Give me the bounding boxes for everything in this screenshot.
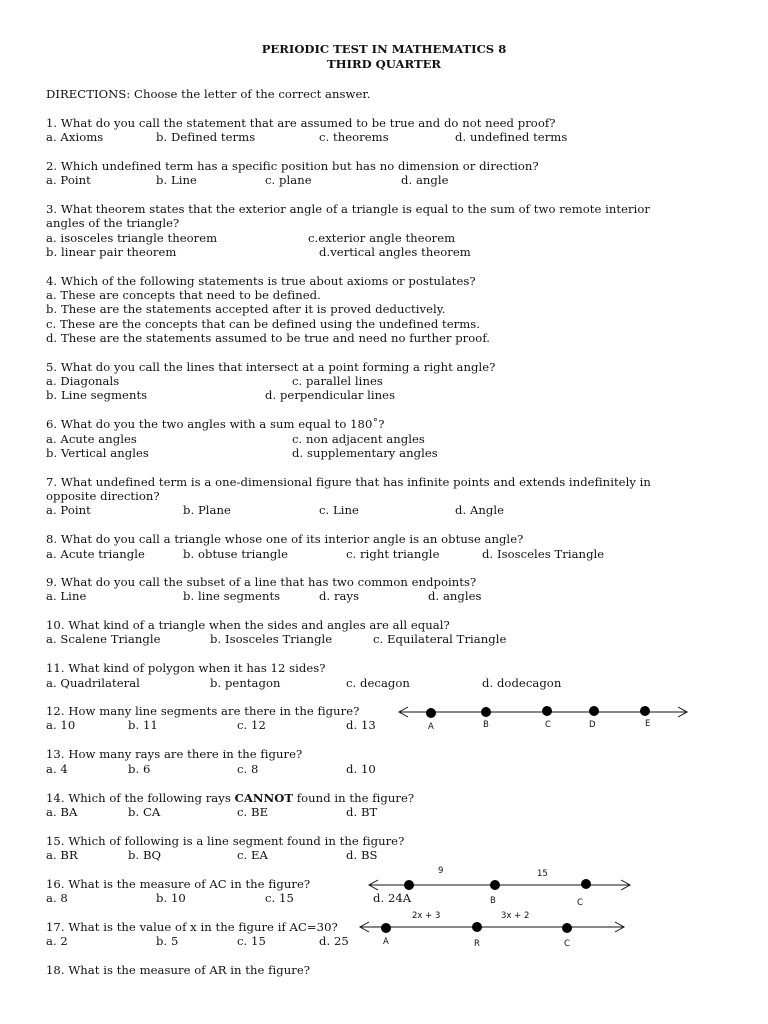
choice-4a: a. These are concepts that need to be defined. [46,288,321,302]
choice-12d: d. 13 [346,718,376,732]
question-14: 14. Which of the following rays CANNOT found in the figure? [46,791,415,805]
choice-17d: d. 25 [319,934,349,948]
label-c: C [564,939,570,949]
choice-8a: a. Acute triangle [46,547,145,561]
choice-1a: a. Axioms [46,130,104,144]
question-15: 15. Which of following is a line segment found in the figure? [46,834,405,848]
choice-9c: d. rays [319,589,360,603]
question-1: 1. What do you call the statement that are assumed to be true and do not need proof? [46,116,556,130]
choice-10a: a. Scalene Triangle [46,632,161,646]
emphasis-cannot: CANNOT [234,791,294,805]
choice-4c: c. These are the concepts that can be defined using the undefined terms. [46,317,481,331]
label-b: B [490,896,496,906]
segment-rc-expression: 3x + 2 [501,911,530,921]
choice-15c: c. EA [237,848,268,862]
choice-5d: d. perpendicular lines [265,388,396,402]
choice-1d: d. undefined terms [455,130,568,144]
choice-9a: a. Line [46,589,87,603]
choice-9b: b. line segments [183,589,281,603]
label-c: C [545,720,551,730]
page-title: PERIODIC TEST IN MATHEMATICS 8 [261,42,507,56]
segment-bc-length: 15 [537,869,548,879]
choice-5b: b. Line segments [46,388,148,402]
choice-16d: d. 24A [373,891,412,905]
choice-13b: b. 6 [128,762,151,776]
question-18: 18. What is the measure of AR in the figure? [46,963,311,977]
choice-13a: a. 4 [46,762,68,776]
question-7: 7. What undefined term is a one-dimensional figure that has infinite points and extends indefinitely in [46,475,651,489]
question-5: 5. What do you call the lines that intersect at a point forming a right angle? [46,360,496,374]
choice-11d: d. dodecagon [482,676,562,690]
choice-17b: b. 5 [156,934,179,948]
choice-10c: c. Equilateral Triangle [373,632,507,646]
directions: DIRECTIONS: Choose the letter of the correct answer. [46,87,371,101]
choice-2b: b. Line [156,173,197,187]
choice-16a: a. 8 [46,891,68,905]
choice-15b: b. BQ [128,848,162,862]
choice-2c: c. plane [265,173,312,187]
choice-14c: c. BE [237,805,269,819]
choice-5c: c. parallel lines [292,374,383,388]
choice-14d: d. BT [346,805,378,819]
choice-14b: b. CA [128,805,161,819]
segment-ab-length: 9 [438,866,444,876]
label-a: A [428,722,434,732]
page-subtitle: THIRD QUARTER [326,57,442,71]
question-3-cont: angles of the triangle? [46,216,180,230]
choice-13c: c. 8 [237,762,259,776]
choice-7b: b. Plane [183,503,231,517]
choice-6c: c. non adjacent angles [292,432,425,446]
question-13: 13. How many rays are there in the figure? [46,747,303,761]
question-8: 8. What do you call a triangle whose one of its interior angle is an obtuse angle? [46,532,524,546]
choice-6b: b. Vertical angles [46,446,149,460]
segment-ar-expression: 2x + 3 [412,911,441,921]
choice-2d: d. angle [401,173,449,187]
label-r: R [474,939,480,949]
choice-12c: c. 12 [237,718,266,732]
choice-3d: d.vertical angles theorem [319,245,471,259]
choice-3a: a. isosceles triangle theorem [46,231,218,245]
choice-1c: c. theorems [319,130,389,144]
choice-8c: c. right triangle [346,547,440,561]
choice-13d: d. 10 [346,762,376,776]
choice-15d: d. BS [346,848,378,862]
question-10: 10. What kind of a triangle when the sides and angles are all equal? [46,618,450,632]
choice-8b: b. obtuse triangle [183,547,288,561]
label-e: E [645,719,651,729]
choice-11b: b. pentagon [210,676,281,690]
question-4: 4. Which of the following statements is true about axioms or postulates? [46,274,476,288]
point-r [472,922,482,932]
choice-6d: d. supplementary angles [292,446,438,460]
choice-17c: c. 15 [237,934,266,948]
choice-12a: a. 10 [46,718,76,732]
label-b: B [483,720,489,730]
choice-2a: a. Point [46,173,91,187]
choice-12b: b. 11 [128,718,158,732]
label-c: C [577,898,583,908]
label-d: D [589,720,596,730]
question-3: 3. What theorem states that the exterior angle of a triangle is equal to the sum of two remote interior [46,202,651,216]
choice-16b: b. 10 [156,891,186,905]
choice-3c: c.exterior angle theorem [308,231,456,245]
choice-15a: a. BR [46,848,78,862]
choice-11c: c. decagon [346,676,410,690]
choice-1b: b. Defined terms [156,130,256,144]
label-a: A [383,937,389,947]
question-12: 12. How many line segments are there in the figure? [46,704,360,718]
point-c [562,923,572,933]
question-11: 11. What kind of polygon when it has 12 sides? [46,661,326,675]
choice-14a: a. BA [46,805,78,819]
choice-16c: c. 15 [265,891,294,905]
choice-4d: d. These are the statements assumed to be true and need no further proof. [46,331,490,345]
choice-4b: b. These are the statements accepted after it is proved deductively. [46,302,446,316]
question-16: 16. What is the measure of AC in the figure? [46,877,311,891]
choice-3b: b. linear pair theorem [46,245,177,259]
question-2: 2. Which undefined term has a specific position but has no dimension or direction? [46,159,539,173]
choice-9d: d. angles [428,589,482,603]
choice-7a: a. Point [46,503,91,517]
choice-7d: d. Angle [455,503,505,517]
point-a [381,923,391,933]
choice-11a: a. Quadrilateral [46,676,140,690]
choice-10b: b. Isosceles Triangle [210,632,333,646]
choice-6a: a. Acute angles [46,432,137,446]
question-9: 9. What do you call the subset of a line that has two common endpoints? [46,575,477,589]
question-7-cont: opposite direction? [46,489,160,503]
choice-7c: c. Line [319,503,359,517]
question-6: 6. What do you the two angles with a sum equal to 180˚? [46,417,385,431]
question-17: 17. What is the value of x in the figure if AC=30? [46,920,338,934]
choice-5a: a. Diagonals [46,374,120,388]
choice-8d: d. Isosceles Triangle [482,547,605,561]
choice-17a: a. 2 [46,934,68,948]
